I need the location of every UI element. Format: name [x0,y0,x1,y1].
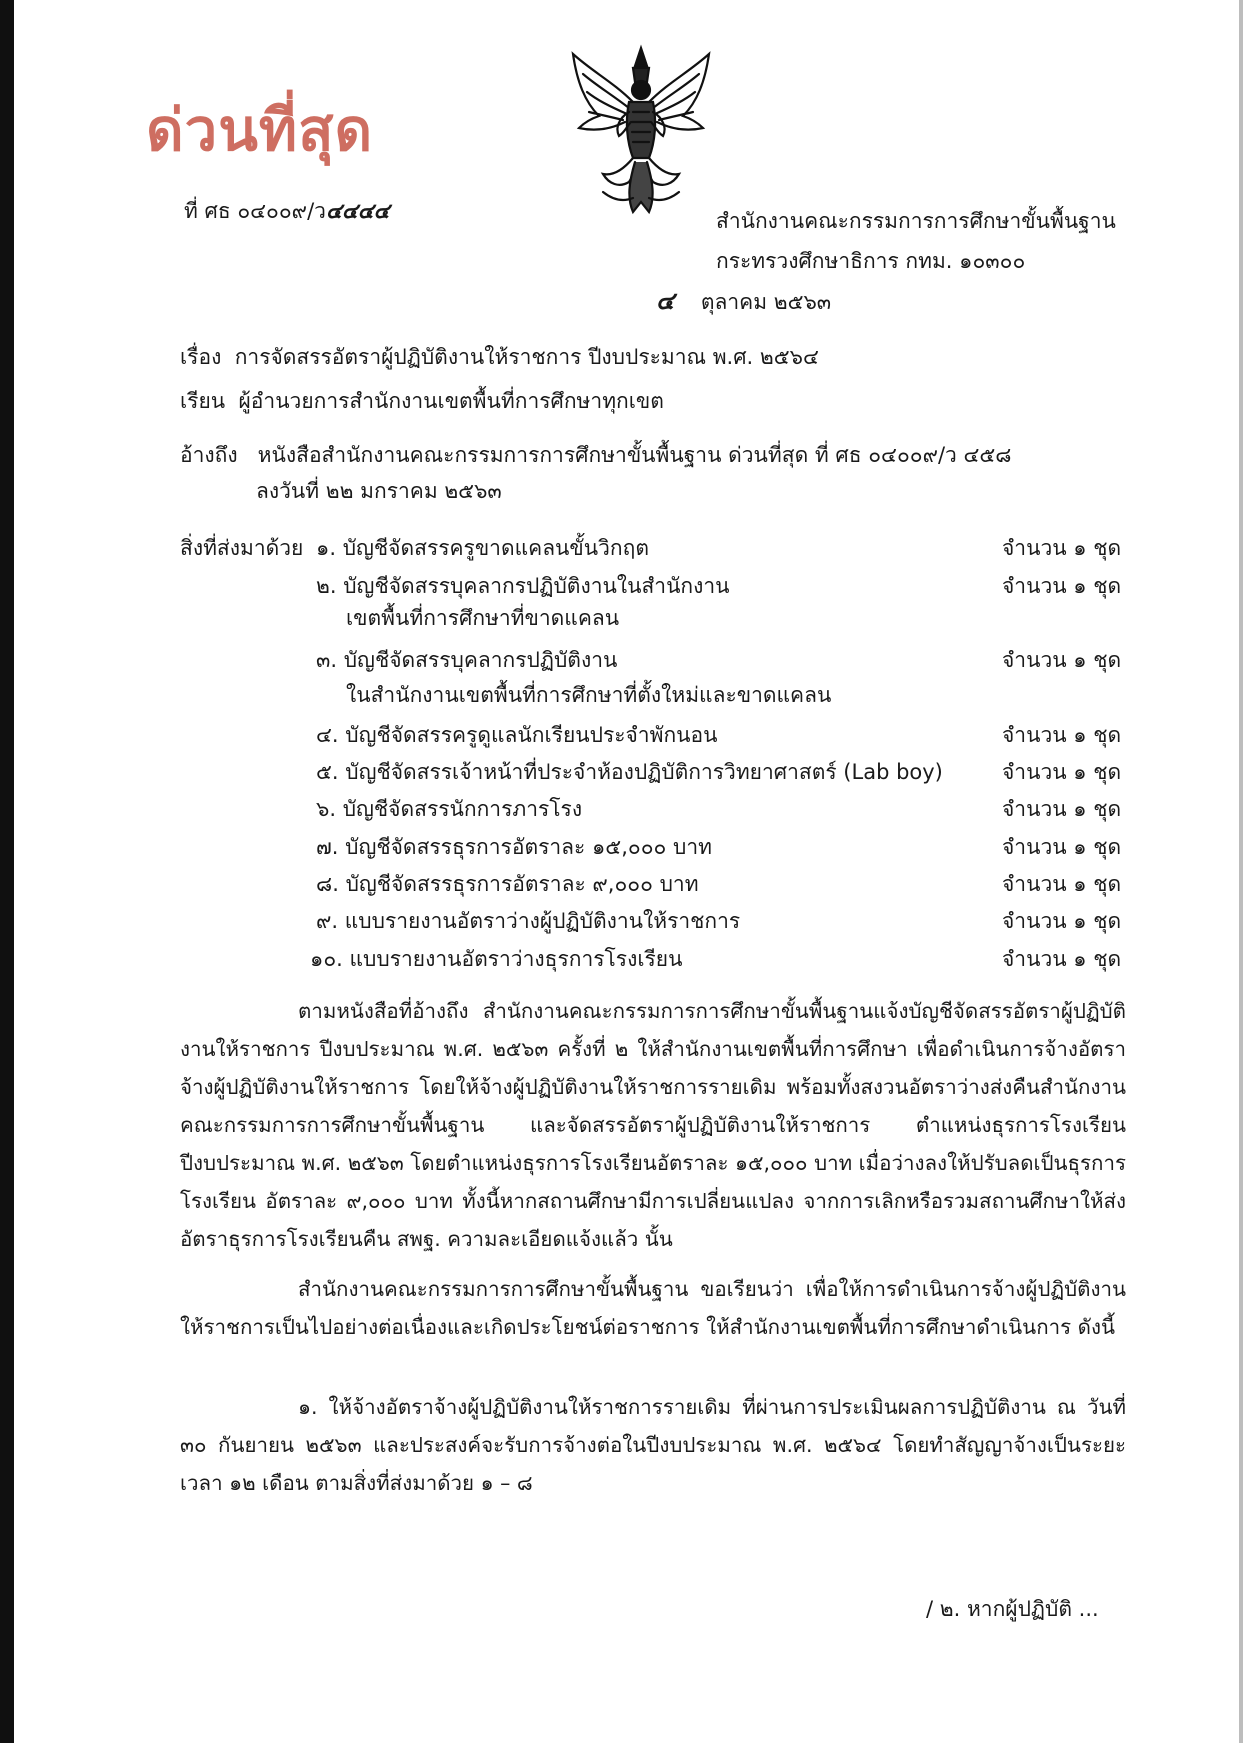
enclosure-qty: จำนวน ๑ ชุด [1002,797,1122,821]
date-month-year: ตุลาคม ๒๕๖๓ [700,290,832,314]
date-day-handwritten: ๔ [656,286,675,315]
list-item: ๖. บัญชีจัดสรรนักการภารโรง [316,797,583,821]
list-item: ๓. บัญชีจัดสรรบุคลากรปฏิบัติงาน [316,648,618,672]
reference-number-handwritten: ๔๔๔๔ [325,198,390,223]
enclosure-qty: จำนวน ๑ ชุด [1002,723,1122,747]
letter-date [656,286,831,317]
list-item-continuation: เขตพื้นที่การศึกษาที่ขาดแคลน [346,606,620,630]
reference-text-2: ลงวันที่ ๒๒ มกราคม ๒๕๖๓ [256,479,502,503]
subject-text: การจัดสรรอัตราผู้ปฏิบัติงานให้ราชการ ปีงบประมาณ พ.ศ. ๒๕๖๔ [234,345,819,369]
body-paragraph-2: สำนักงานคณะกรรมการการศึกษาขั้นพื้นฐาน ขอเรียนว่า เพื่อให้การดำเนินการจ้างผู้ปฏิบัติงานให้ราชการเป็นไปอย่างต่อเนื่องและเกิดประโยชน์ต่อราชการ ให้สำนักงานเขตพื้นที่การศึกษาดำเนินการ ดังนี้ [180,1277,1126,1339]
continuation-note: / ๒. หากผู้ปฏิบัติ ... [926,1597,1099,1621]
urgent-stamp: ด่วนที่สุด [146,96,374,164]
list-item: ๗. บัญชีจัดสรรธุรการอัตราละ ๑๕,๐๐๐ บาท [316,835,712,859]
scan-edge-left [0,0,14,1743]
list-item: ๘. บัญชีจัดสรรธุรการอัตราละ ๙,๐๐๐ บาท [316,872,699,896]
body-paragraph-1: ตามหนังสือที่อ้างถึง สำนักงานคณะกรรมการการศึกษาขั้นพื้นฐานแจ้งบัญชีจัดสรรอัตราผู้ปฏิบัติงานให้ราชการ ปีงบประมาณ พ.ศ. ๒๕๖๓ ครั้งที่ ๒ ให้สำนักงานเขตพื้นที่การศึกษา เพื่อดำเนินการจ้างอัตราจ้างผู้ปฏิบัติงานให้ราชการ โดยให้จ้างผู้ปฏิบัติงานให้ราชการรายเดิม พร้อมทั้งสงวนอัตราว่างส่งคืนสำนักงานคณะกรรมการการศึกษาขั้นพื้นฐาน และจัดสรรอัตราผู้ปฏิบัติงานให้ราชการ ตำแหน่งธุรการโรงเรียน ปีงบประมาณ พ.ศ. ๒๕๖๓ โดยตำแหน่งธุรการโรงเรียนอัตราละ ๑๕,๐๐๐ บาท เมื่อว่างลงให้ปรับลดเป็นธุรการโรงเรียน อัตราละ ๙,๐๐๐ บาท ทั้งนี้หากสถานศึกษามีการเปลี่ยนแปลง จากการเลิกหรือรวมสถานศึกษาให้ส่งอัตราธุรการโรงเรียนคืน สพฐ. ความละเอียดแจ้งแล้ว นั้น [180,999,1126,1251]
list-item: ๑๐. แบบรายงานอัตราว่างธุรการโรงเรียน [310,947,683,971]
enclosure-qty: จำนวน ๑ ชุด [1002,909,1122,933]
list-item: ๔. บัญชีจัดสรรครูดูแลนักเรียนประจำพักนอน [316,723,718,747]
list-item: ๙. แบบรายงานอัตราว่างผู้ปฏิบัติงานให้ราชการ [316,909,741,933]
list-item: ๑. บัญชีจัดสรรครูขาดแคลนขั้นวิกฤต [316,536,649,560]
office-address: กระทรวงศึกษาธิการ กทม. ๑๐๓๐๐ [716,249,1026,273]
addressee-line [180,386,664,416]
enclosure-qty: จำนวน ๑ ชุด [1002,835,1122,859]
list-item: ๒. บัญชีจัดสรรบุคลากรปฏิบัติงานในสำนักงาน [316,574,730,598]
enclosure-qty: จำนวน ๑ ชุด [1002,760,1122,784]
garuda-emblem-icon [563,42,719,218]
list-item: ๕. บัญชีจัดสรรเจ้าหน้าที่ประจำห้องปฏิบัติการวิทยาศาสตร์ (Lab boy) [316,760,943,784]
list-item-continuation: ในสำนักงานเขตพื้นที่การศึกษาที่ตั้งใหม่และขาดแคลน [346,683,832,707]
reference-number [184,196,390,226]
enclosure-qty: จำนวน ๑ ชุด [1002,648,1122,672]
subject-line [180,342,819,372]
enclosure-qty: จำนวน ๑ ชุด [1002,536,1122,560]
addressee-text: ผู้อำนวยการสำนักงานเขตพื้นที่การศึกษาทุกเขต [238,389,664,413]
enclosure-qty: จำนวน ๑ ชุด [1002,947,1122,971]
body-paragraph-3: ๑. ให้จ้างอัตราจ้างผู้ปฏิบัติงานให้ราชการรายเดิม ที่ผ่านการประเมินผลการปฏิบัติงาน ณ วันที่ ๓๐ กันยายน ๒๕๖๓ และประสงค์จะรับการจ้างต่อในปีงบประมาณ พ.ศ. ๒๕๖๔ โดยทำสัญญาจ้างเป็นระยะเวลา ๑๒ เดือน ตามสิ่งที่ส่งมาด้วย ๑ – ๘ [180,1395,1126,1495]
reference-label: อ้างถึง [180,443,238,467]
enclosure-qty: จำนวน ๑ ชุด [1002,574,1122,598]
office-name: สำนักงานคณะกรรมการการศึกษาขั้นพื้นฐาน [716,209,1116,233]
subject-label: เรื่อง [180,345,222,369]
reference-number-printed: ที่ ศธ ๐๔๐๐๙/ว [184,199,326,223]
reference-line [180,440,1012,470]
enclosures-label: สิ่งที่ส่งมาด้วย [180,536,304,560]
addressee-label: เรียน [180,389,226,413]
scan-edge-right [1239,0,1243,1743]
enclosure-qty: จำนวน ๑ ชุด [1002,872,1122,896]
reference-text-1: หนังสือสำนักงานคณะกรรมการการศึกษาขั้นพื้นฐาน ด่วนที่สุด ที่ ศธ ๐๔๐๐๙/ว ๔๕๘ [257,443,1012,467]
